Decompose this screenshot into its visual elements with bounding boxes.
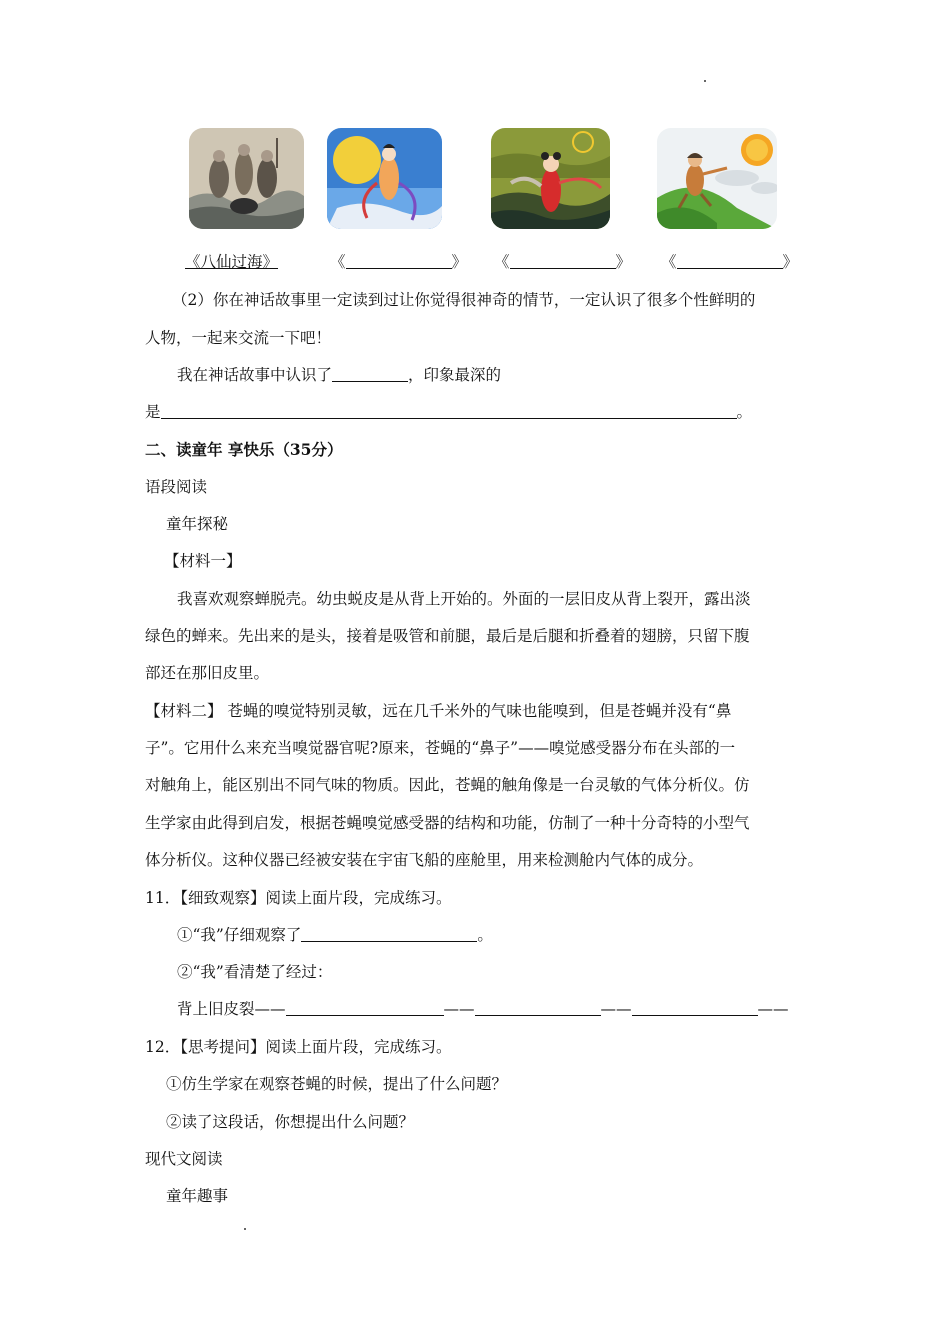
sequence-blank-3[interactable] <box>632 999 758 1016</box>
section2-sub-reading: 语段阅读 <box>145 478 208 496</box>
q2-line3 <box>177 363 501 385</box>
caption-close: 》 <box>451 253 468 271</box>
image-kuafu <box>657 128 777 229</box>
caption-open: 《 <box>494 253 510 271</box>
character-answer-blank[interactable] <box>332 365 408 382</box>
material1-label: 【材料一】 <box>164 552 242 570</box>
caption-blank-3 <box>494 250 631 272</box>
question-11-part2: ②“我”看清楚了经过： <box>177 963 333 981</box>
question-12-part2: ②读了这段话，你想提出什么问题？ <box>166 1113 415 1131</box>
caption-answer-blank[interactable] <box>510 252 616 269</box>
material2-line1: 【材料二】 苍蝇的嗅觉特别灵敏，远在几千米外的气味也能嗅到，但是苍蝇并没有“鼻 <box>145 702 732 720</box>
caption-open: 《 <box>661 253 677 271</box>
question-12: 12．【思考提问】阅读上面片段，完成练习。 <box>145 1038 452 1056</box>
kuafu-sun-icon <box>657 128 777 229</box>
q2-line1: （2）你在神话故事里一定读到过让你觉得很神奇的情节，一定认识了很多个性鲜明的 <box>172 291 756 309</box>
q2-line4-text: 是 <box>145 403 161 421</box>
caption-answer-blank[interactable] <box>346 252 452 269</box>
q11-part1-end: 。 <box>477 926 493 944</box>
sequence-start-text: 背上旧皮裂—— <box>177 1000 286 1018</box>
sequence-blank-2[interactable] <box>475 999 601 1016</box>
q2-line2: 人物，一起来交流一下吧！ <box>145 329 332 347</box>
impression-answer-blank[interactable] <box>161 402 737 419</box>
passage-title-2: 童年趣事 <box>166 1187 229 1205</box>
stray-dot-top <box>704 80 706 82</box>
material1-line2: 绿色的蝉来。先出来的是头，接着是吸管和前腿，最后是后腿和折叠着的翅膀，只留下腹 <box>145 627 750 645</box>
caption-eight-immortals <box>185 250 278 272</box>
sequence-blank-1[interactable] <box>286 999 444 1016</box>
material2-line5: 体分析仪。这种仪器已经被安装在宇宙飞船的座舱里，用来检测舱内气体的成分。 <box>145 851 704 869</box>
question-11-part1 <box>177 923 493 945</box>
section2-sub-modern: 现代文阅读 <box>145 1150 223 1168</box>
stray-dot-bottom <box>244 1228 246 1230</box>
image-nezha <box>491 128 610 229</box>
question-11-sequence <box>177 997 789 1019</box>
q2-line3-text: 我在神话故事中认识了 <box>177 366 333 384</box>
caption-text: 《八仙过海》 <box>185 253 279 271</box>
nezha-sea-icon <box>491 128 610 229</box>
material2-line4: 生学家由此得到启发，根据苍蝇嗅觉感受器的结构和功能，仿制了一种十分奇特的小型气 <box>145 814 750 832</box>
q2-line4-end: 。 <box>736 403 753 421</box>
sequence-dash: —— <box>757 1000 789 1018</box>
section2-heading: 二、读童年 享快乐（35分） <box>145 440 343 459</box>
caption-close: 》 <box>782 253 799 271</box>
change-moon-icon <box>327 128 442 229</box>
observed-answer-blank[interactable] <box>301 925 477 942</box>
material1-line3: 部还在那旧皮里。 <box>145 664 270 682</box>
question-12-part1: ①仿生学家在观察苍蝇的时候，提出了什么问题？ <box>166 1075 508 1093</box>
caption-close: 》 <box>615 253 632 271</box>
q2-line3-text-end: ，印象最深的 <box>408 366 502 384</box>
caption-blank-2 <box>330 250 467 272</box>
caption-answer-blank[interactable] <box>677 252 783 269</box>
question-11: 11．【细致观察】阅读上面片段，完成练习。 <box>145 889 452 907</box>
material2-line3: 对触角上，能区别出不同气味的物质。因此，苍蝇的触角像是一台灵敏的气体分析仪。仿 <box>145 776 750 794</box>
passage-title-1: 童年探秘 <box>166 515 229 533</box>
caption-open: 《 <box>330 253 346 271</box>
q11-part1-text: ①“我”仔细观察了 <box>177 926 302 944</box>
material2-line2: 子”。它用什么来充当嗅觉器官呢?原来，苍蝇的“鼻子”——嗅觉感受器分布在头部的一 <box>145 739 736 757</box>
material1-line1: 我喜欢观察蝉脱壳。幼虫蜕皮是从背上开始的。外面的一层旧皮从背上裂开，露出淡 <box>177 590 751 608</box>
sequence-dash: —— <box>443 1000 475 1018</box>
eight-immortals-icon <box>189 128 304 229</box>
sequence-dash: —— <box>600 1000 632 1018</box>
q2-line4 <box>145 400 752 422</box>
image-eight-immortals <box>189 128 304 229</box>
caption-blank-4 <box>661 250 798 272</box>
image-change <box>327 128 442 229</box>
